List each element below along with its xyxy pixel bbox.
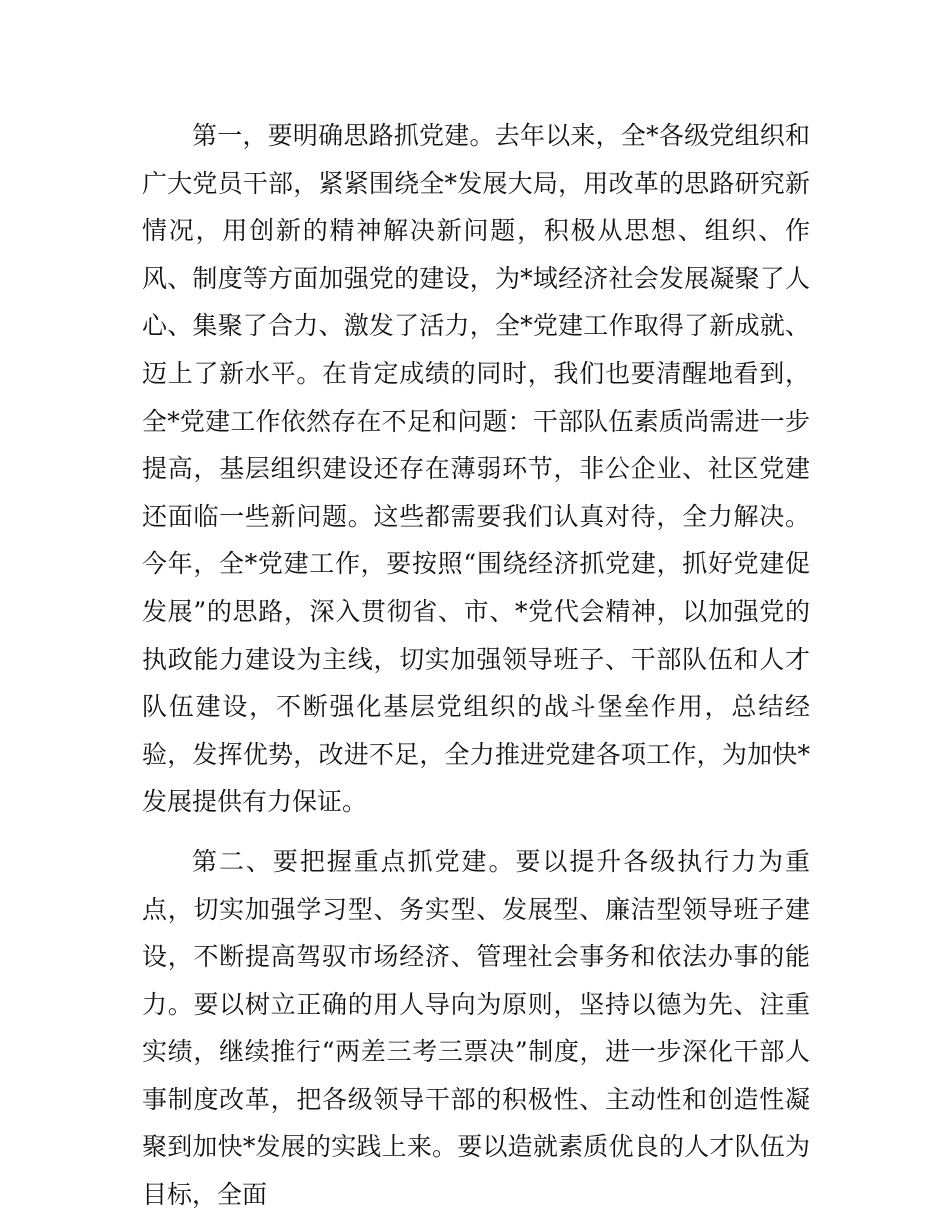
document-body bbox=[142, 112, 810, 1219]
paragraph-second: 第二、要把握重点抓党建。要以提升各级执行力为重点，切实加强学习型、务实型、发展型、廉洁型领导班子建设，不断提高驾驭市场经济、管理社会事务和依法办事的能力。要以树立正确的用人导向为原则，坚持以德为先、注重实绩，继续推行“两差三考三票决”制度，进一步深化干部人事制度改革，把各级领导干部的积极性、主动性和创造性凝聚到加快*发展的实践上来。要以造就素质优良的人才队伍为目标，全面 bbox=[142, 846, 810, 1210]
paragraph-first: 第一，要明确思路抓党建。去年以来，全*各级党组织和广大党员干部，紧紧围绕全*发展大局，用改革的思路研究新情况，用创新的精神解决新问题，积极从思想、组织、作风、制度等方面加强党的建设，为*域经济社会发展凝聚了人心、集聚了合力、激发了活力，全*党建工作取得了新成就、迈上了新水平。在肯定成绩的同时，我们也要清醒地看到，全*党建工作依然存在不足和问题：干部队伍素质尚需进一步提高，基层组织建设还存在薄弱环节，非公企业、社区党建还面临一些新问题。这些都需要我们认真对待，全力解决。今年，全*党建工作，要按照“围绕经济抓党建，抓好党建促发展”的思路，深入贯彻省、市、*党代会精神，以加强党的执政能力建设为主线，切实加强领导班子、干部队伍和人才队伍建设，不断强化基层党组织的战斗堡垒作用，总结经验，发挥优势，改进不足，全力推进党建各项工作，为加快*发展提供有力保证。 bbox=[142, 121, 810, 817]
